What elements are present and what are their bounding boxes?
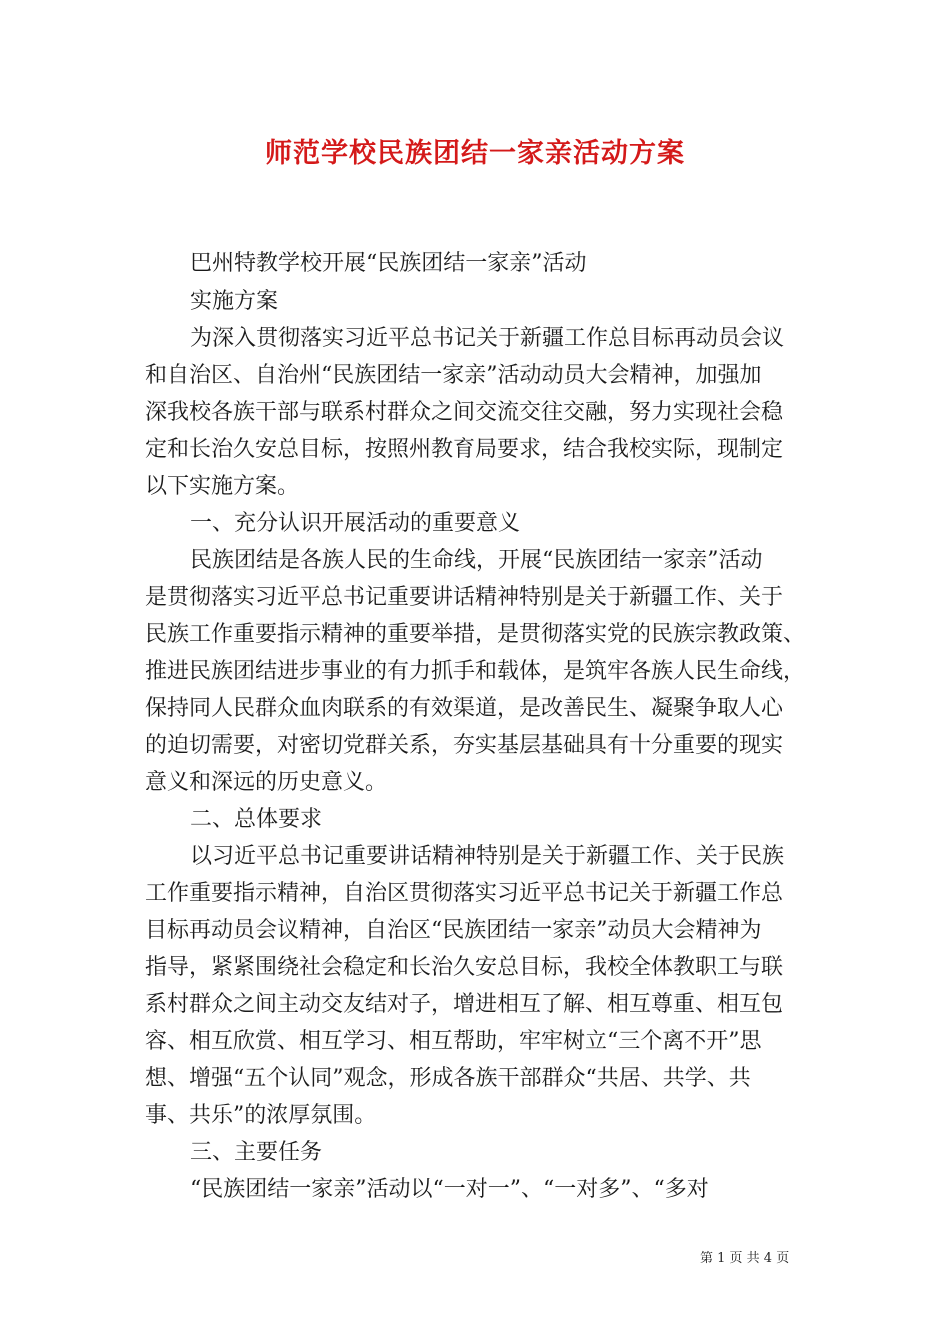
paragraph-line: 为深入贯彻落实习近平总书记关于新疆工作总目标再动员会议 (190, 326, 785, 351)
paragraph-line: 工作重要指示精神，自治区贯彻落实习近平总书记关于新疆工作总 (145, 881, 784, 906)
section-heading: 三、主要任务 (190, 1140, 323, 1165)
paragraph-line: 定和长治久安总目标，按照州教育局要求，结合我校实际，现制定 (145, 437, 784, 462)
paragraph-line: 是贯彻落实习近平总书记重要讲话精神特别是关于新疆工作、关于 (145, 585, 784, 610)
section-heading: 二、总体要求 (190, 807, 323, 832)
paragraph-line: 和自治区、自治州“民族团结一家亲”活动动员大会精神，加强加 (145, 363, 762, 388)
paragraph-line: 的迫切需要，对密切党群关系，夯实基层基础具有十分重要的现实 (145, 733, 784, 758)
paragraph-line: 事、共乐”的浓厚氛围。 (145, 1103, 377, 1128)
paragraph-line: “民族团结一家亲”活动以“一对一”、“一对多”、“多对 (190, 1177, 709, 1202)
page-title: 师范学校民族团结一家亲活动方案 (265, 138, 685, 169)
paragraph-line: 指导，紧紧围绕社会稳定和长治久安总目标，我校全体教职工与联 (145, 955, 784, 980)
subtitle-line: 实施方案 (190, 289, 279, 314)
paragraph-line: 容、相互欣赏、相互学习、相互帮助，牢牢树立“三个离不开”思 (145, 1029, 762, 1054)
paragraph-line: 深我校各族干部与联系村群众之间交流交往交融，努力实现社会稳 (145, 400, 784, 425)
paragraph-line: 目标再动员会议精神，自治区“民族团结一家亲”动员大会精神为 (145, 918, 762, 943)
paragraph-line: 以习近平总书记重要讲话精神特别是关于新疆工作、关于民族 (190, 844, 785, 869)
paragraph-line: 系村群众之间主动交友结对子，增进相互了解、相互尊重、相互包 (145, 992, 784, 1017)
paragraph-line: 民族团结是各族人民的生命线，开展“民族团结一家亲”活动 (190, 548, 763, 573)
paragraph-line: 以下实施方案。 (145, 474, 300, 499)
paragraph-line: 意义和深远的历史意义。 (145, 770, 388, 795)
paragraph-line: 推进民族团结进步事业的有力抓手和载体，是筑牢各族人民生命线， (145, 659, 806, 684)
paragraph-line: 想、增强“五个认同”观念，形成各族干部群众“共居、共学、共 (145, 1066, 751, 1091)
subtitle-line: 巴州特教学校开展“民族团结一家亲”活动 (190, 251, 587, 276)
paragraph-line: 民族工作重要指示精神的重要举措，是贯彻落实党的民族宗教政策、 (145, 622, 806, 647)
page-number: 第 1 页 共 4 页 (700, 1251, 790, 1266)
section-heading: 一、充分认识开展活动的重要意义 (190, 511, 521, 536)
paragraph-line: 保持同人民群众血肉联系的有效渠道，是改善民生、凝聚争取人心 (145, 696, 784, 721)
